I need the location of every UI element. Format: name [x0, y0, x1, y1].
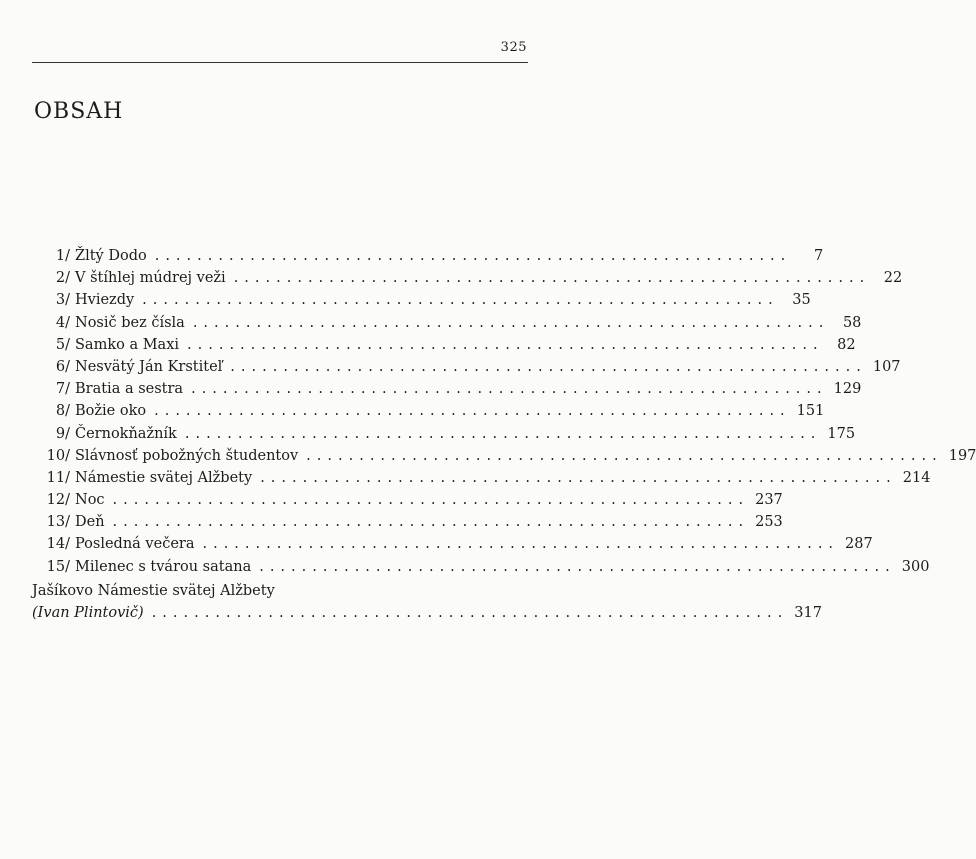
dot-leader: ............................................................	[154, 403, 791, 420]
chapter-page: 107	[872, 358, 901, 375]
chapter-number: 8/	[55, 403, 70, 420]
chapter-title: Bratia a sestra	[75, 381, 184, 398]
toc-entry	[30, 423, 856, 445]
table-of-contents	[30, 245, 976, 578]
dot-leader: ............................................................	[260, 469, 897, 486]
dot-leader: ............................................................	[187, 336, 824, 353]
chapter-number: 5/	[55, 336, 70, 353]
chapter-title: Černokňažník	[75, 425, 177, 442]
chapter-number: 10/	[46, 447, 70, 464]
chapter-title: Posledná večera	[75, 536, 195, 553]
appendix-author-line	[32, 602, 822, 624]
dot-leader: ............................................................	[154, 248, 792, 264]
chapter-number: 3/	[55, 292, 70, 309]
page-number: 325	[500, 40, 527, 55]
toc-entry	[30, 267, 903, 289]
chapter-page: 7	[814, 248, 824, 264]
chapter-title: Nesvätý Ján Krstiteľ	[75, 358, 223, 375]
chapter-number: 12/	[46, 492, 70, 509]
chapter-title: Milenec s tvárou satana	[75, 558, 252, 575]
toc-entry	[30, 312, 862, 334]
toc-entry	[30, 533, 873, 555]
toc-entry	[30, 489, 783, 511]
chapter-title: Hviezdy	[75, 292, 135, 309]
toc-entry	[30, 556, 930, 578]
chapter-page: 58	[842, 314, 862, 331]
appendix-author: (Ivan Plintovič)	[32, 605, 144, 621]
toc-entry	[30, 356, 901, 378]
chapter-page: 129	[833, 381, 862, 398]
chapter-number: 4/	[55, 314, 70, 331]
toc-entry	[30, 334, 856, 356]
chapter-page: 35	[792, 292, 811, 309]
dot-leader: ............................................................	[184, 425, 822, 442]
chapter-number: 13/	[46, 514, 70, 531]
chapter-page: 175	[827, 425, 856, 442]
dot-leader: ............................................................	[142, 292, 779, 309]
dot-leader: ............................................................	[112, 492, 750, 509]
dot-leader: ............................................................	[191, 381, 828, 398]
toc-entry	[30, 511, 783, 533]
chapter-page: 237	[755, 492, 783, 509]
appendix-page: 317	[794, 605, 822, 621]
chapter-number: 6/	[55, 358, 70, 375]
chapter-page: 22	[883, 270, 903, 287]
chapter-number: 7/	[55, 381, 70, 398]
chapter-page: 151	[796, 403, 825, 420]
appendix-entry	[32, 580, 822, 624]
dot-leader: ............................................................	[306, 447, 943, 464]
chapter-page: 300	[901, 558, 930, 575]
chapter-title: Deň	[75, 514, 105, 531]
chapter-page: 197	[948, 447, 976, 464]
chapter-page: 214	[902, 469, 931, 486]
chapter-title: Slávnosť pobožných študentov	[75, 447, 299, 464]
chapter-number: 14/	[46, 536, 70, 553]
dot-leader: ............................................................	[151, 605, 789, 621]
chapter-number: 2/	[55, 270, 70, 287]
chapter-number: 1/	[55, 248, 70, 264]
toc-entry	[30, 378, 862, 400]
page-title: OBSAH	[34, 99, 124, 124]
chapter-page: 287	[845, 536, 873, 553]
appendix-title: Jašíkovo Námestie svätej Alžbety	[32, 583, 275, 599]
toc-entry	[30, 245, 824, 267]
chapter-number: 15/	[46, 558, 70, 575]
chapter-number: 9/	[55, 425, 70, 442]
chapter-number: 11/	[46, 469, 70, 486]
chapter-title: V štíhlej múdrej veži	[75, 270, 226, 287]
chapter-title: Námestie svätej Alžbety	[75, 469, 253, 486]
toc-entry	[30, 445, 976, 467]
header-rule	[32, 62, 528, 63]
dot-leader: ............................................................	[112, 514, 750, 531]
dot-leader: ............................................................	[192, 314, 830, 331]
chapter-page: 82	[837, 336, 856, 353]
dot-leader: ............................................................	[230, 358, 867, 375]
toc-entry	[30, 400, 825, 422]
chapter-page: 253	[755, 514, 783, 531]
chapter-title: Samko a Maxi	[75, 336, 180, 353]
chapter-title: Božie oko	[75, 403, 147, 420]
toc-entry	[30, 289, 811, 311]
chapter-title: Nosič bez čísla	[75, 314, 185, 331]
dot-leader: ............................................................	[202, 536, 840, 553]
dot-leader: ............................................................	[233, 270, 871, 287]
toc-entry	[30, 467, 931, 489]
dot-leader: ............................................................	[259, 558, 896, 575]
chapter-title: Noc	[75, 492, 105, 509]
chapter-title: Žltý Dodo	[75, 248, 147, 264]
